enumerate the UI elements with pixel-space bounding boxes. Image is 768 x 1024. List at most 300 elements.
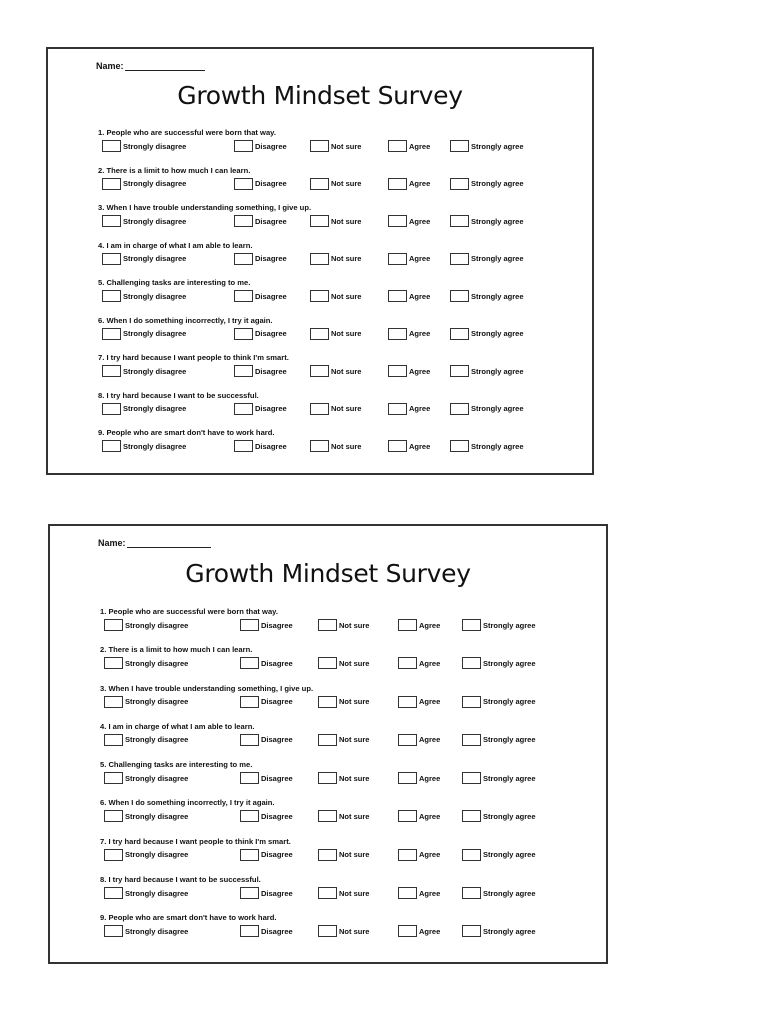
checkbox[interactable] — [104, 925, 123, 937]
option-label: Agree — [419, 697, 441, 707]
answer-option[interactable] — [310, 365, 361, 377]
answer-option[interactable] — [104, 696, 188, 708]
option-label: Not sure — [331, 441, 362, 451]
checkbox[interactable] — [240, 810, 259, 822]
answer-option[interactable] — [388, 253, 430, 265]
answer-options — [100, 925, 586, 943]
answer-options — [98, 440, 572, 458]
answer-options — [100, 849, 586, 867]
checkbox[interactable] — [240, 657, 259, 669]
checkbox[interactable] — [104, 734, 123, 746]
checkbox[interactable] — [318, 887, 337, 899]
option-label: Not sure — [339, 658, 370, 668]
option-label: Strongly disagree — [123, 179, 187, 188]
checkbox[interactable] — [234, 178, 253, 190]
checkbox[interactable] — [398, 849, 417, 861]
option-label: Disagree — [261, 850, 293, 860]
answer-option[interactable] — [462, 849, 536, 861]
option-label: Disagree — [261, 735, 293, 745]
option-label: Disagree — [261, 658, 293, 668]
answer-option[interactable] — [102, 253, 186, 265]
checkbox[interactable] — [234, 290, 253, 302]
checkbox[interactable] — [450, 290, 469, 302]
checkbox[interactable] — [240, 696, 259, 708]
answer-option[interactable] — [104, 657, 188, 669]
answer-option[interactable] — [450, 403, 524, 415]
answer-option[interactable] — [240, 772, 293, 784]
checkbox[interactable] — [398, 657, 417, 669]
answer-option[interactable] — [318, 810, 369, 822]
option-label: Strongly agree — [483, 926, 536, 936]
answer-option[interactable] — [462, 734, 536, 746]
answer-option[interactable] — [310, 290, 361, 302]
answer-option[interactable] — [450, 365, 524, 377]
answer-option[interactable] — [398, 734, 440, 746]
name-label: Name: — [98, 538, 126, 548]
checkbox[interactable] — [104, 619, 123, 631]
name-field — [98, 538, 211, 548]
answer-option[interactable] — [388, 328, 430, 340]
answer-options — [100, 734, 586, 752]
answer-option[interactable] — [318, 772, 369, 784]
option-label: Not sure — [339, 773, 370, 783]
question-item — [100, 643, 586, 681]
option-label: Strongly agree — [471, 404, 524, 413]
checkbox[interactable] — [240, 772, 259, 784]
checkbox[interactable] — [234, 328, 253, 340]
answer-option[interactable] — [388, 403, 430, 415]
checkbox[interactable] — [234, 253, 253, 265]
checkbox[interactable] — [234, 365, 253, 377]
answer-option[interactable] — [104, 849, 188, 861]
checkbox[interactable] — [450, 365, 469, 377]
answer-option[interactable] — [310, 215, 361, 227]
option-label: Strongly disagree — [123, 254, 187, 263]
checkbox[interactable] — [318, 657, 337, 669]
option-label: Agree — [409, 179, 431, 188]
checkbox[interactable] — [310, 140, 329, 152]
checkbox[interactable] — [388, 215, 407, 227]
option-label: Disagree — [255, 291, 287, 301]
checkbox[interactable] — [104, 772, 123, 784]
question-text: 1. People who are successful were born that way. — [98, 128, 276, 137]
answer-option[interactable] — [310, 140, 361, 152]
question-item — [98, 426, 572, 464]
option-label: Agree — [419, 850, 441, 860]
question-text: 4. I am in charge of what I am able to learn. — [98, 240, 253, 250]
name-field — [96, 61, 205, 71]
answer-option[interactable] — [318, 619, 369, 631]
checkbox[interactable] — [450, 178, 469, 190]
checkbox[interactable] — [104, 657, 123, 669]
option-label: Strongly disagree — [125, 888, 189, 898]
answer-options — [100, 696, 586, 714]
checkbox[interactable] — [102, 290, 121, 302]
answer-option[interactable] — [318, 887, 369, 899]
checkbox[interactable] — [240, 925, 259, 937]
checkbox[interactable] — [310, 178, 329, 190]
checkbox[interactable] — [310, 215, 329, 227]
checkbox[interactable] — [388, 140, 407, 152]
answer-option[interactable] — [234, 215, 287, 227]
checkbox[interactable] — [398, 619, 417, 631]
answer-option[interactable] — [450, 440, 524, 452]
checkbox[interactable] — [388, 440, 407, 452]
answer-option[interactable] — [104, 887, 188, 899]
option-label: Disagree — [255, 216, 287, 226]
checkbox[interactable] — [104, 810, 123, 822]
question-item — [98, 276, 572, 314]
checkbox[interactable] — [234, 440, 253, 452]
answer-option[interactable] — [450, 215, 524, 227]
answer-options — [98, 215, 572, 233]
option-label: Strongly agree — [483, 697, 536, 707]
answer-option[interactable] — [318, 657, 369, 669]
option-label: Strongly disagree — [125, 697, 189, 707]
answer-options — [98, 403, 572, 421]
question-text: 1. People who are successful were born that way. — [100, 607, 278, 616]
answer-options — [100, 810, 586, 828]
checkbox[interactable] — [102, 440, 121, 452]
option-label: Strongly agree — [471, 141, 524, 151]
survey-title: Growth Mindset Survey — [177, 81, 463, 110]
option-label: Agree — [419, 620, 441, 630]
checkbox[interactable] — [462, 657, 481, 669]
answer-option[interactable] — [310, 328, 361, 340]
answer-option[interactable] — [318, 925, 369, 937]
question-item — [98, 201, 572, 239]
question-item — [100, 720, 586, 758]
answer-option[interactable] — [234, 253, 287, 265]
answer-option[interactable] — [462, 696, 536, 708]
checkbox[interactable] — [318, 925, 337, 937]
option-label: Strongly disagree — [123, 329, 187, 338]
option-label: Not sure — [339, 697, 370, 707]
checkbox[interactable] — [388, 253, 407, 265]
option-label: Agree — [409, 141, 431, 151]
answer-option[interactable] — [398, 696, 440, 708]
answer-option[interactable] — [240, 887, 293, 899]
checkbox[interactable] — [398, 772, 417, 784]
option-label: Disagree — [255, 441, 287, 451]
answer-option[interactable] — [234, 403, 287, 415]
checkbox[interactable] — [388, 403, 407, 415]
answer-option[interactable] — [104, 619, 188, 631]
checkbox[interactable] — [398, 887, 417, 899]
option-label: Strongly agree — [483, 620, 536, 630]
checkbox[interactable] — [450, 215, 469, 227]
question-item — [98, 314, 572, 352]
option-label: Strongly agree — [483, 735, 536, 745]
checkbox[interactable] — [388, 365, 407, 377]
checkbox[interactable] — [310, 365, 329, 377]
option-label: Agree — [409, 329, 431, 338]
option-label: Disagree — [255, 366, 287, 376]
answer-options — [100, 619, 586, 637]
option-label: Strongly disagree — [125, 926, 189, 936]
answer-option[interactable] — [310, 178, 361, 190]
option-label: Not sure — [331, 329, 362, 338]
option-label: Agree — [419, 888, 441, 898]
answer-option[interactable] — [462, 887, 536, 899]
answer-option[interactable] — [240, 657, 293, 669]
name-label: Name: — [96, 61, 124, 71]
answer-option[interactable] — [104, 810, 188, 822]
question-text: 2. There is a limit to how much I can learn. — [100, 645, 253, 655]
question-item — [98, 239, 572, 277]
option-label: Strongly disagree — [123, 404, 187, 413]
answer-option[interactable] — [310, 440, 361, 452]
option-label: Agree — [409, 404, 431, 413]
question-text: 8. I try hard because I want to be successful. — [98, 390, 259, 400]
answer-option[interactable] — [102, 290, 186, 302]
checkbox[interactable] — [102, 328, 121, 340]
checkbox[interactable] — [388, 178, 407, 190]
option-label: Strongly agree — [471, 291, 524, 301]
option-label: Disagree — [261, 811, 293, 821]
checkbox[interactable] — [318, 696, 337, 708]
answer-option[interactable] — [318, 696, 369, 708]
option-label: Strongly agree — [483, 811, 536, 821]
answer-option[interactable] — [240, 810, 293, 822]
checkbox[interactable] — [462, 696, 481, 708]
checkbox[interactable] — [450, 140, 469, 152]
checkbox[interactable] — [450, 328, 469, 340]
checkbox[interactable] — [318, 772, 337, 784]
answer-option[interactable] — [462, 657, 536, 669]
option-label: Agree — [409, 254, 431, 263]
checkbox[interactable] — [102, 365, 121, 377]
checkbox[interactable] — [450, 440, 469, 452]
checkbox[interactable] — [462, 619, 481, 631]
answer-option[interactable] — [398, 657, 440, 669]
option-label: Strongly disagree — [125, 735, 189, 745]
checkbox[interactable] — [398, 734, 417, 746]
survey-title: Growth Mindset Survey — [185, 559, 471, 588]
question-text: 9. People who are smart don't have to work hard. — [98, 428, 275, 437]
checkbox[interactable] — [310, 328, 329, 340]
option-label: Strongly disagree — [125, 811, 189, 821]
checkbox[interactable] — [102, 403, 121, 415]
question-text: 7. I try hard because I want people to think I'm smart. — [100, 836, 291, 846]
option-label: Agree — [409, 366, 431, 376]
name-blank-line — [125, 61, 205, 71]
checkbox[interactable] — [310, 440, 329, 452]
option-label: Disagree — [255, 179, 287, 188]
answer-option[interactable] — [234, 365, 287, 377]
answer-option[interactable] — [102, 140, 186, 152]
checkbox[interactable] — [104, 849, 123, 861]
answer-option[interactable] — [398, 772, 440, 784]
option-label: Not sure — [339, 926, 370, 936]
question-text: 9. People who are smart don't have to work hard. — [100, 913, 277, 923]
checkbox[interactable] — [240, 849, 259, 861]
checkbox[interactable] — [450, 403, 469, 415]
checkbox[interactable] — [318, 619, 337, 631]
answer-option[interactable] — [318, 734, 369, 746]
option-label: Not sure — [339, 735, 370, 745]
option-label: Strongly agree — [471, 366, 524, 376]
answer-option[interactable] — [310, 403, 361, 415]
answer-option[interactable] — [450, 328, 524, 340]
option-label: Agree — [409, 216, 431, 226]
answer-option[interactable] — [240, 925, 293, 937]
option-label: Agree — [419, 811, 441, 821]
checkbox[interactable] — [102, 178, 121, 190]
option-label: Disagree — [261, 620, 293, 630]
answer-option[interactable] — [104, 734, 188, 746]
option-label: Strongly disagree — [125, 620, 189, 630]
answer-option[interactable] — [450, 178, 524, 190]
answer-option[interactable] — [240, 619, 293, 631]
checkbox[interactable] — [462, 925, 481, 937]
checkbox[interactable] — [102, 140, 121, 152]
option-label: Disagree — [261, 697, 293, 707]
checkbox[interactable] — [398, 696, 417, 708]
checkbox[interactable] — [398, 925, 417, 937]
answer-option[interactable] — [388, 365, 430, 377]
answer-option[interactable] — [388, 178, 430, 190]
checkbox[interactable] — [310, 290, 329, 302]
answer-option[interactable] — [234, 290, 287, 302]
checkbox[interactable] — [240, 734, 259, 746]
answer-option[interactable] — [388, 290, 430, 302]
checkbox[interactable] — [462, 849, 481, 861]
option-label: Disagree — [261, 888, 293, 898]
question-item — [98, 126, 572, 164]
question-item — [100, 835, 586, 873]
checkbox[interactable] — [310, 403, 329, 415]
answer-option[interactable] — [398, 810, 440, 822]
answer-option[interactable] — [102, 328, 186, 340]
answer-option[interactable] — [102, 403, 186, 415]
question-text: 2. There is a limit to how much I can learn. — [98, 165, 251, 175]
option-label: Disagree — [255, 141, 287, 151]
answer-options — [98, 290, 572, 308]
answer-option[interactable] — [102, 178, 186, 190]
option-label: Not sure — [331, 404, 362, 413]
checkbox[interactable] — [104, 696, 123, 708]
question-item — [100, 796, 586, 834]
checkbox[interactable] — [318, 849, 337, 861]
answer-options — [98, 178, 572, 196]
answer-option[interactable] — [450, 290, 524, 302]
answer-option[interactable] — [462, 925, 536, 937]
answer-options — [98, 328, 572, 346]
checkbox[interactable] — [104, 887, 123, 899]
checkbox[interactable] — [310, 253, 329, 265]
option-label: Agree — [419, 926, 441, 936]
option-label: Strongly disagree — [125, 658, 189, 668]
question-item — [98, 164, 572, 202]
answer-option[interactable] — [102, 440, 186, 452]
checkbox[interactable] — [450, 253, 469, 265]
option-label: Not sure — [331, 254, 362, 263]
answer-option[interactable] — [234, 140, 287, 152]
checkbox[interactable] — [318, 810, 337, 822]
option-label: Agree — [419, 773, 441, 783]
checkbox[interactable] — [318, 734, 337, 746]
checkbox[interactable] — [102, 253, 121, 265]
question-item — [100, 682, 586, 720]
answer-option[interactable] — [462, 772, 536, 784]
answer-options — [100, 887, 586, 905]
option-label: Not sure — [331, 179, 362, 188]
answer-option[interactable] — [310, 253, 361, 265]
checkbox[interactable] — [102, 215, 121, 227]
option-label: Disagree — [261, 926, 293, 936]
answer-option[interactable] — [234, 328, 287, 340]
answer-option[interactable] — [234, 440, 287, 452]
checkbox[interactable] — [462, 734, 481, 746]
option-label: Strongly agree — [483, 773, 536, 783]
checkbox[interactable] — [398, 810, 417, 822]
checkbox[interactable] — [240, 887, 259, 899]
checkbox[interactable] — [388, 290, 407, 302]
option-label: Strongly agree — [471, 216, 524, 226]
question-text: 4. I am in charge of what I am able to learn. — [100, 721, 255, 731]
checkbox[interactable] — [240, 619, 259, 631]
checkbox[interactable] — [462, 772, 481, 784]
answer-option[interactable] — [398, 849, 440, 861]
answer-option[interactable] — [102, 365, 186, 377]
answer-option[interactable] — [462, 619, 536, 631]
answer-option[interactable] — [388, 215, 430, 227]
name-blank-line — [127, 538, 211, 548]
answer-option[interactable] — [240, 696, 293, 708]
answer-option[interactable] — [102, 215, 186, 227]
question-item — [98, 389, 572, 427]
option-label: Strongly agree — [483, 658, 536, 668]
answer-option[interactable] — [398, 619, 440, 631]
checkbox[interactable] — [234, 403, 253, 415]
answer-option[interactable] — [318, 849, 369, 861]
answer-options — [98, 365, 572, 383]
checkbox[interactable] — [234, 215, 253, 227]
question-text: 6. When I do something incorrectly, I try it again. — [98, 315, 273, 325]
checkbox[interactable] — [462, 887, 481, 899]
answer-options — [98, 140, 572, 158]
option-label: Strongly agree — [471, 441, 524, 451]
answer-option[interactable] — [104, 772, 188, 784]
answer-option[interactable] — [450, 253, 524, 265]
answer-option[interactable] — [462, 810, 536, 822]
checkbox[interactable] — [234, 140, 253, 152]
option-label: Strongly agree — [471, 329, 524, 338]
answer-option[interactable] — [104, 925, 188, 937]
answer-option[interactable] — [240, 734, 293, 746]
question-text: 5. Challenging tasks are interesting to me. — [98, 278, 251, 287]
answer-option[interactable] — [388, 440, 430, 452]
checkbox[interactable] — [462, 810, 481, 822]
option-label: Not sure — [331, 141, 362, 151]
option-label: Strongly disagree — [123, 291, 187, 301]
checkbox[interactable] — [388, 328, 407, 340]
answer-option[interactable] — [398, 887, 440, 899]
answer-options — [98, 253, 572, 271]
question-text: 5. Challenging tasks are interesting to me. — [100, 760, 253, 770]
answer-option[interactable] — [234, 178, 287, 190]
answer-option[interactable] — [398, 925, 440, 937]
option-label: Strongly disagree — [123, 366, 187, 376]
answer-option[interactable] — [450, 140, 524, 152]
option-label: Disagree — [255, 329, 287, 338]
answer-option[interactable] — [388, 140, 430, 152]
option-label: Disagree — [255, 404, 287, 413]
option-label: Strongly agree — [483, 850, 536, 860]
answer-option[interactable] — [240, 849, 293, 861]
question-list — [100, 605, 586, 950]
